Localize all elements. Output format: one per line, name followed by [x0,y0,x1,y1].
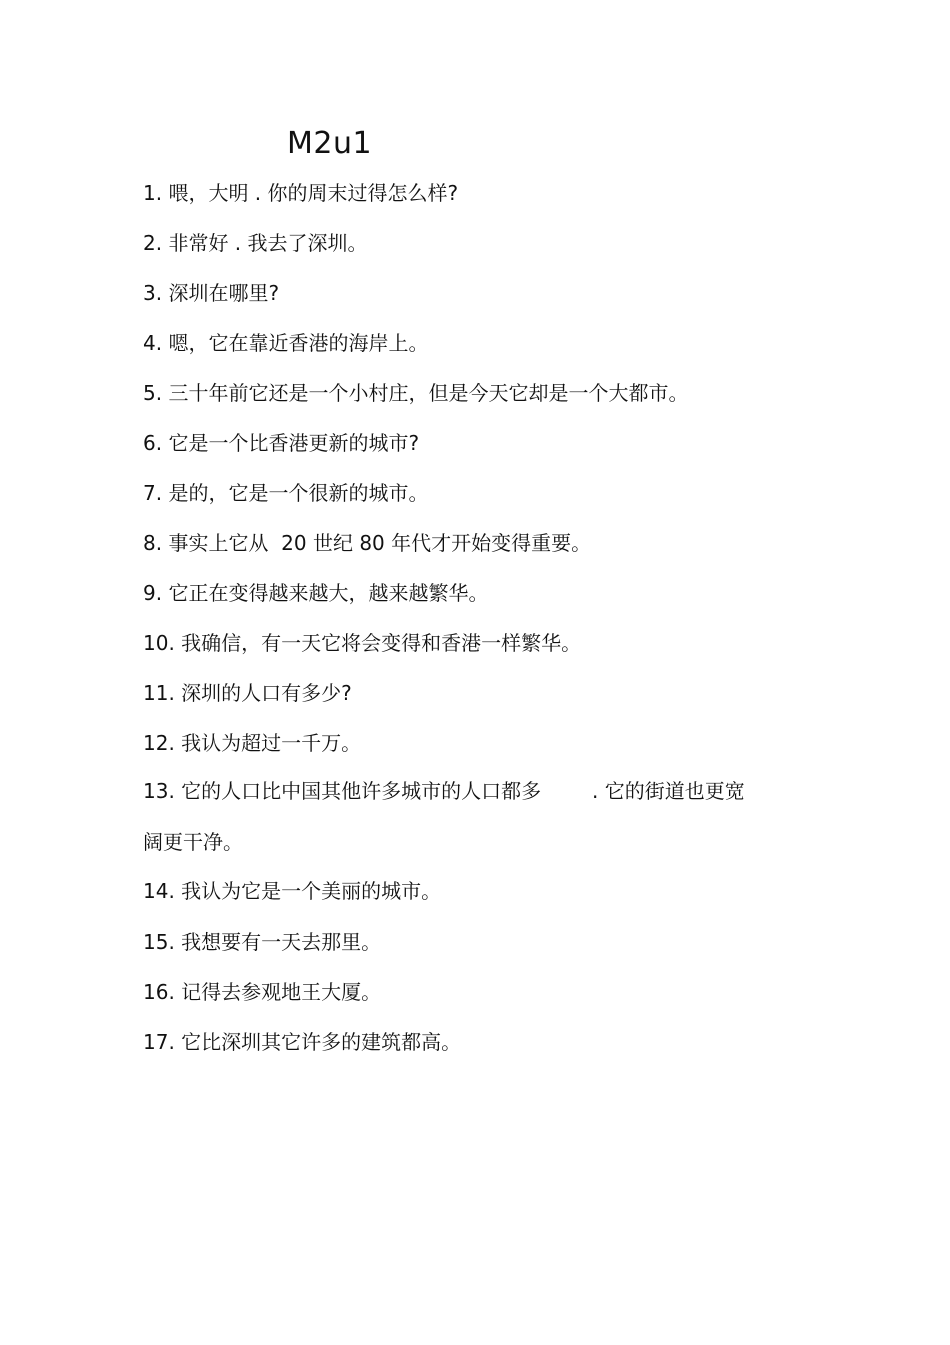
sentence-15: 15. 我想要有一天去那里。 [143,930,382,954]
sentence-14: 14. 我认为它是一个美丽的城市。 [143,879,442,903]
sentence-9: 9. 它正在变得越来越大，越来越繁华。 [143,581,489,605]
document-title: M2u1 [287,126,373,161]
sentence-12: 12. 我认为超过一千万。 [143,731,362,755]
sentence-6: 6. 它是一个比香港更新的城市? [143,431,420,455]
sentence-3: 3. 深圳在哪里? [143,281,280,305]
sentence-13: 13. 它的人口比中国其他许多城市的人口都多 . 它的街道也更宽 [143,779,745,803]
sentence-4: 4. 嗯，它在靠近香港的海岸上。 [143,331,429,355]
sentence-16: 16. 记得去参观地王大厦。 [143,980,382,1004]
sentence-17: 17. 它比深圳其它许多的建筑都高。 [143,1030,462,1054]
sentence-2: 2. 非常好 . 我去了深圳。 [143,231,368,255]
sentence-13-continued: 阔更干净。 [143,830,243,854]
sentence-1: 1. 喂，大明 . 你的周末过得怎么样? [143,181,459,205]
sentence-5: 5. 三十年前它还是一个小村庄，但是今天它却是一个大都市。 [143,381,689,405]
sentence-10: 10. 我确信，有一天它将会变得和香港一样繁华。 [143,631,582,655]
sentence-11: 11. 深圳的人口有多少? [143,681,352,705]
sentence-7: 7. 是的，它是一个很新的城市。 [143,481,429,505]
sentence-8: 8. 事实上它从 20 世纪 80 年代才开始变得重要。 [143,531,592,555]
